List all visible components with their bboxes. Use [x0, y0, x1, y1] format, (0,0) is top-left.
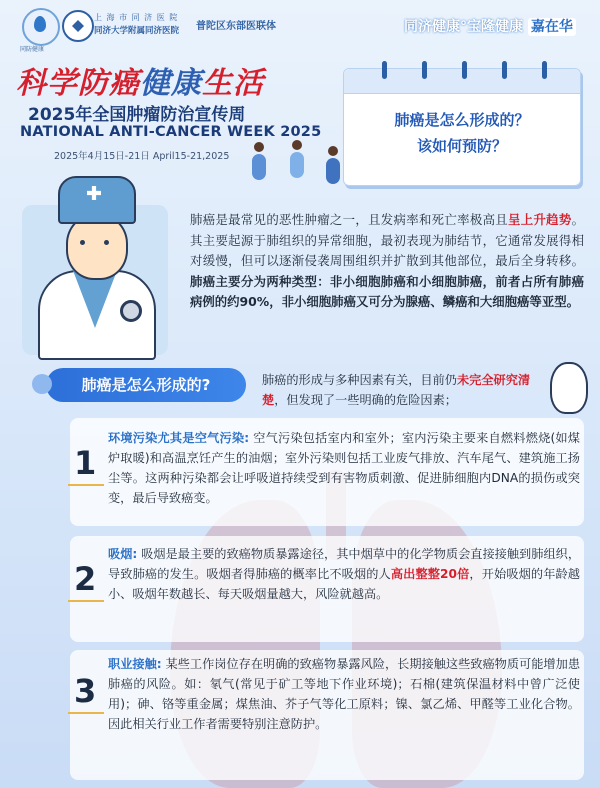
section-intro-1: 肺癌的形成与多种因素有关，目前仍 [262, 373, 457, 387]
week-title-en: NATIONAL ANTI-CANCER WEEK 2025 [20, 124, 322, 140]
risk-factor-highlight-2: 高出整整20倍 [390, 567, 470, 581]
binder-ring-icon [502, 61, 507, 79]
intro-paragraph [190, 210, 584, 313]
brand-slogan: 同济健康°宝隆健康 嘉在华 [404, 16, 576, 36]
section-intro [262, 370, 550, 410]
runner-icon [326, 158, 340, 184]
title-part2: 健康 [140, 66, 202, 101]
runner-icon [252, 154, 266, 180]
doctor-eye [80, 240, 85, 245]
number-underline [68, 600, 104, 602]
binder-ring-icon [382, 61, 387, 79]
item-number: 3 [74, 672, 97, 710]
runner-head-icon [292, 140, 302, 150]
hospital-name-line2: 同济大学附属同济医院 [94, 26, 180, 36]
intro-text-1: 肺癌是最常见的恶性肿瘤之一，且发病率和死亡率极高且 [190, 212, 509, 227]
binder-ring-icon [422, 61, 427, 79]
binder-ring-icon [542, 61, 547, 79]
stethoscope-icon [120, 300, 142, 322]
binder-ring-icon [462, 61, 467, 79]
hospital-logo-icon [62, 10, 94, 42]
lung-mascot-icon [550, 362, 588, 414]
number-underline [68, 712, 104, 714]
doctor-hat [58, 176, 136, 224]
section-intro-2: ，但发现了一些明确的危险因素； [274, 393, 457, 407]
risk-factor-body-3: 某些工作岗位存在明确的致癌物暴露风险，长期接触这些致癌物质可能增加患肺癌的风险。如：氡气(常见于矿工等地下作业环境)；石棉(建筑保温材料中曾广泛使用)；砷、铬等重金属；煤焦油、芥子气等化工原料；镍、氯乙烯、甲醛等工业化合物。因此相关行业工作者需要特别注意防护。 [108, 657, 581, 731]
risk-factor-heading-2: 吸烟: [108, 547, 138, 561]
hospital-name-line1: 上 海 市 同 济 医 院 [94, 13, 179, 22]
runner-head-icon [328, 146, 338, 156]
risk-factor-body-2b: ，开始吸烟的年龄越小、吸烟年数越长、每天吸烟量越大，风险就越高。 [108, 567, 580, 601]
number-underline [68, 484, 104, 486]
section-tag [46, 368, 246, 402]
risk-factor-text-3 [108, 654, 580, 734]
risk-factor-body-2a: 吸烟是最主要的致癌物质暴露途径，其中烟草中的化学物质会直接接触到肺组织，导致肺癌的发生。吸烟者得肺癌的概率比不吸烟的人 [108, 547, 581, 581]
risk-factor-text-1 [108, 428, 580, 508]
runner-icon [290, 152, 304, 178]
runners-illustration [240, 138, 350, 198]
title-part1: 科学防癌 [16, 66, 140, 101]
alliance-name: 普陀区东部医联体 [196, 21, 276, 32]
health-logo-caption: 同防健康 [20, 46, 45, 53]
doctor-eye [104, 240, 109, 245]
risk-factor-heading-1: 环境污染尤其是空气污染: [108, 431, 250, 445]
risk-factor-text-2 [108, 544, 580, 604]
item-number: 2 [74, 560, 97, 598]
risk-factor-body-1: 空气污染包括室内和室外；室内污染主要来自燃料燃烧(如煤炉取暖)和高温烹饪产生的油烟；室外污染则包括工业废气排放、汽车尾气、建筑施工扬尘等。这两种污染都会让呼吸道持续受到有害物质刺激、促进肺细胞内DNA的损伤或突变，最后导致癌变。 [108, 431, 580, 505]
card-question-1: 肺癌是怎么形成的？ [394, 111, 530, 129]
week-title-cn: 2025年全国肿瘤防治宣传周 [28, 105, 246, 125]
title-part3: 生活 [202, 66, 264, 101]
question-card [343, 68, 581, 186]
section-intro-highlight: 未完全研究清楚 [262, 373, 531, 407]
risk-factor-heading-3: 职业接触: [108, 657, 162, 671]
intro-types: 肺癌主要分为两种类型：非小细胞肺癌和小细胞肺癌，前者占所有肺癌病例的约90%，非小细胞肺癌又可分为腺癌、鳞癌和大细胞癌等亚型。 [190, 273, 584, 309]
brand-badge: 嘉在华 [528, 18, 576, 36]
brand-left: 同济健康 [404, 19, 460, 35]
card-question-2: 该如何预防？ [416, 137, 507, 155]
runner-head-icon [254, 142, 264, 152]
page-title [16, 58, 264, 102]
intro-highlight: 呈上升趋势 [508, 212, 572, 227]
health-logo-icon [22, 8, 60, 46]
brand-mid: 宝隆健康 [467, 19, 523, 35]
section-tag-label: 肺癌是怎么形成的? [81, 376, 211, 394]
week-date: 2025年4月15日-21日 April15-21,2025 [54, 151, 230, 162]
intro-text-2: 。其主要起源于肺组织的异常细胞，最初表现为肺结节，它通常发展得相对缓慢，但可以逐渐侵袭周围组织并扩散到其他部位，最后全身转移。 [190, 212, 585, 268]
item-number: 1 [74, 444, 97, 482]
